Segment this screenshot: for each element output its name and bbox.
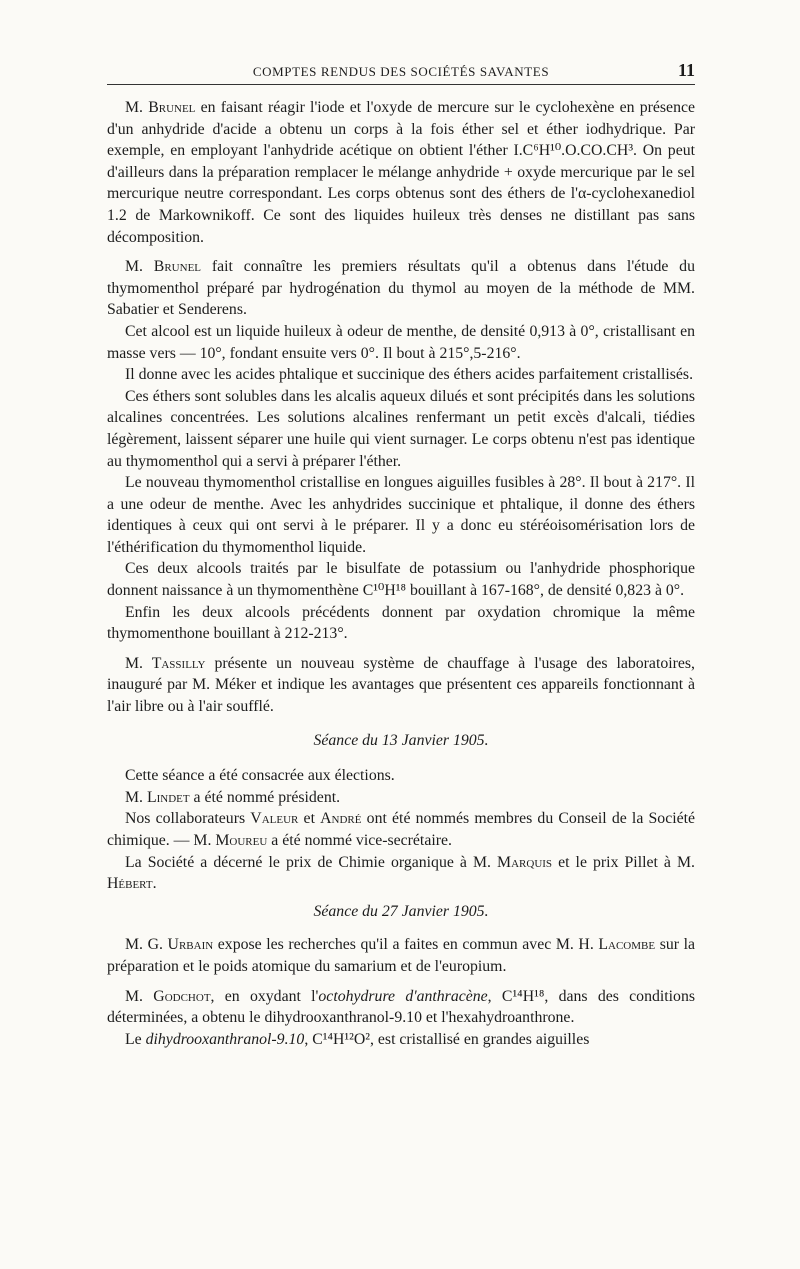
text-run: , C¹⁴H¹⁸, dans des conditions déterminées, a obtenu le dihydrooxanthranol-9.10 et l'hexahydroanthrone. — [107, 987, 695, 1027]
text-run: , en oxydant l' — [210, 987, 319, 1005]
text-run: M. — [125, 987, 154, 1005]
author-name: M. Brunel — [125, 258, 202, 276]
page-number: 11 — [677, 60, 695, 80]
text-run: M. G. — [125, 936, 168, 954]
paragraph-ether-solubility: Ces éthers sont solubles dans les alcalis aqueux dilués et sont précipités dans les solutions alcalines concentrées. Les solutions alcalines renfermant un petit excès d'alcali, tiédies légèrement, laissent séparer une huile qui vient surnager. Le corps obtenu n'est pas identique au thymomenthol qui a servi à préparer l'éther. — [107, 387, 695, 470]
paragraph-text: en faisant réagir l'iode et l'oxyde de mercure sur le cyclohexène en présence d'un anhydride d'acide a obtenu un corps à la fois éther sel et éther iodhydrique. Par exemple, en employant l'anhydride acétique on obtient l'éther I.C⁶H¹⁰.O.CO.CH³. On peut d'ailleurs dans la préparation remplacer le mélange anhydride + oxyde mercurique par le sel mercurique neutre correspondant. Les corps obtenus sont des éthers de l'α-cyclohexanediol 1.2 de Markownikoff. Ce sont des liquides huileux très denses ne distillant pas sans décomposition. — [107, 99, 695, 246]
paragraph-tassilly — [107, 653, 695, 718]
session-heading-27-january: Séance du 27 Janvier 1905. — [313, 902, 489, 920]
paragraph-thymomenthene: Ces deux alcools traités par le bisulfate de potassium ou l'anhydride phosphorique donnent naissance à un thymomenthène C¹⁰H¹⁸ bouillant à 167-168°, de densité 0,823 à 0°. — [107, 560, 695, 600]
paragraph-acid-ethers: Il donne avec les acides phtalique et succinique des éthers acides parfaitement cristallisés. — [125, 366, 694, 384]
text-run: . — [152, 875, 157, 893]
text-run: sur la préparation et le poids atomique du samarium et de l'europium. — [107, 936, 695, 975]
running-head: COMPTES RENDUS DES SOCIÉTÉS SAVANTES — [252, 64, 550, 79]
paragraph-text: fait connaître les premiers résultats qu'il a obtenus dans l'étude du thymomenthol préparé par hydrogénation du thymol au moyen de la méthode de MM. Sabatier et Senderens. — [107, 258, 695, 319]
text-run: Nos collaborateurs — [125, 810, 251, 828]
text-run: M. — [125, 788, 147, 806]
paragraph-council-members — [107, 808, 695, 851]
text-run: et le prix Pillet à M. — [552, 853, 695, 871]
paragraph-alcohol-properties: Cet alcool est un liquide huileux à odeur de menthe, de densité 0,913 à 0°, cristallisant en masse vers — 10°, fondant ensuite vers 0°. Il bout à 215°,5-216°. — [107, 322, 695, 362]
text-run: ont été nommés membres du Conseil de la Société chimique. — M. — [107, 810, 696, 849]
compound-name: octohydrure d'anthracène — [318, 987, 488, 1005]
person-name: Urbain — [167, 936, 214, 954]
body-text — [107, 97, 695, 1050]
text-run: Le — [125, 1030, 146, 1048]
person-name: André — [320, 810, 362, 828]
paragraph-brunel-iodine — [107, 97, 695, 248]
person-name: Lacombe — [598, 936, 656, 954]
person-name: Lindet — [146, 788, 190, 806]
paragraph-thymomenthone: Enfin les deux alcools précédents donnent par oxydation chromique la même thymomenthone bouillant à 212-213°. — [107, 603, 695, 643]
text-run: La Société a décerné le prix de Chimie organique à M. — [125, 853, 498, 871]
paragraph-brunel-thymomenthol — [107, 256, 695, 321]
paragraph-elections: Cette séance a été consacrée aux élections. — [125, 767, 395, 785]
person-name: Marquis — [497, 853, 553, 871]
paragraph-president — [107, 787, 695, 809]
paragraph-godchot — [107, 986, 695, 1029]
session-heading-13-january: Séance du 13 Janvier 1905. — [313, 731, 489, 749]
author-name: M. Brunel — [125, 99, 196, 116]
text-run: a été nommé président. — [189, 788, 341, 806]
paragraph-text: présente un nouveau système de chauffage à l'usage des laboratoires, inauguré par M. Méker et indique les avantages que présentent ces appareils fonctionnant à l'air libre ou à l'air soufflé. — [107, 654, 695, 716]
author-name: M. Tassilly — [125, 654, 206, 672]
paragraph-prizes — [107, 852, 695, 895]
person-name: Moureu — [215, 832, 268, 849]
paragraph-new-thymomenthol: Le nouveau thymomenthol cristallise en longues aiguilles fusibles à 28°. Il bout à 217°. Il a une odeur de menthe. Avec les anhydrides succinique et phtalique, il donne des éthers identiques à ceux qui ont servi à le préparer. Il y a donc eu stéréoisomérisation lors de l'éthérification du thymomenthol liquide. — [107, 474, 695, 556]
text-run: a été nommé vice-secrétaire. — [267, 832, 452, 849]
paragraph-urbain-lacombe — [107, 934, 695, 977]
text-run: , C¹⁴H¹²O², est cristallisé en grandes aiguilles — [304, 1030, 590, 1048]
compound-name: dihydrooxanthranol-9.10 — [145, 1030, 305, 1048]
text-run: et — [298, 810, 321, 828]
person-name: Hébert — [107, 875, 153, 893]
text-run: expose les recherches qu'il a faites en commun avec M. H. — [213, 936, 599, 954]
person-name: Valeur — [250, 810, 299, 828]
page-header — [107, 56, 695, 85]
person-name: Godchot — [153, 987, 211, 1005]
paragraph-dihydrooxanthranol — [107, 1029, 695, 1051]
